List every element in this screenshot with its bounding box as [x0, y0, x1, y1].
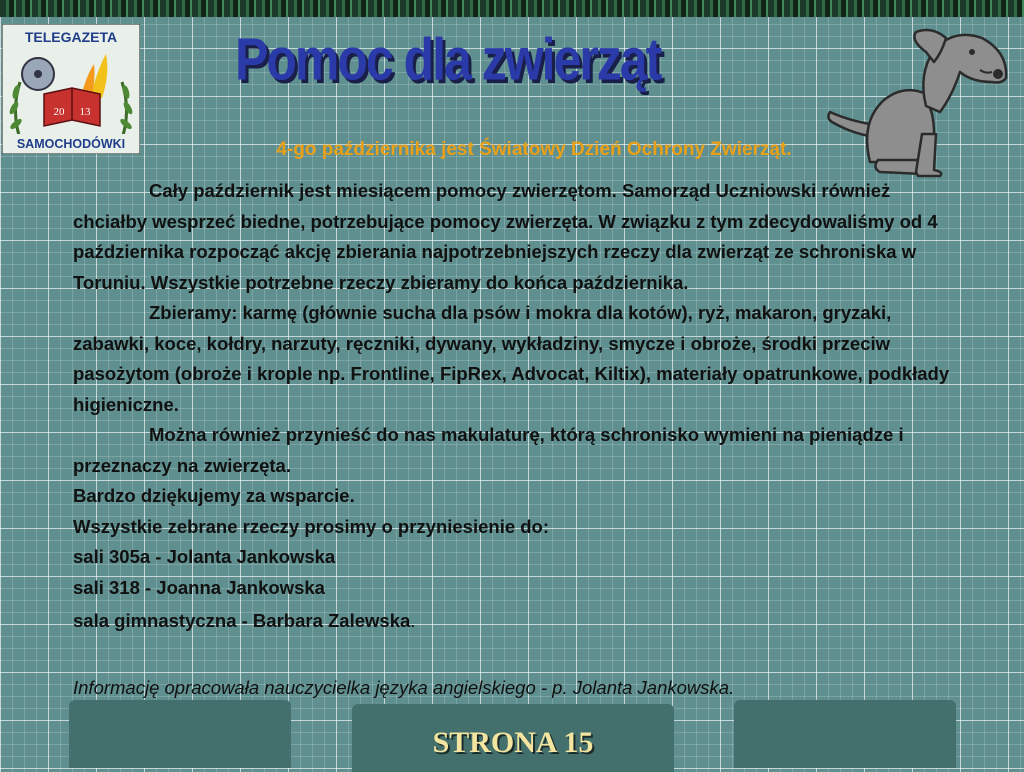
location-item: sali 305a - Jolanta Jankowska	[73, 546, 336, 567]
logo-bottom-text: SAMOCHODÓWKI	[16, 137, 126, 151]
paragraph: Cały październik jest miesiącem pomocy zwierzętom. Samorząd Uczniowski również chciałby wesprzeć biedne, potrzebujące pomocy zwierzęta. W związku z tym zdecydowaliśmy od 4 października rozpocząć akcję zbierania najpotrzebniejszych rzeczy dla zwierząt ze schroniska w Toruniu. Wszystkie potrzebne rzeczy zbieramy do końca października.	[73, 180, 938, 293]
footer-panel-left	[69, 700, 291, 768]
location-item: sali 318 - Joanna Jankowska	[73, 576, 325, 598]
logo-top-text: TELEGAZETA	[24, 29, 118, 45]
page-title: Pomoc dla zwierząt	[235, 26, 661, 93]
article-body	[73, 176, 953, 637]
footer-panel-right	[734, 700, 956, 768]
subtitle: 4-go października jest Światowy Dzień Ochrony Zwierząt.	[276, 139, 792, 160]
logo-year-right: 13	[79, 106, 91, 118]
author-note: Informację opracowała nauczycielka języka angielskiego - p. Jolanta Jankowska.	[73, 677, 735, 698]
thanks-line: Bardzo dziękujemy za wsparcie.	[73, 485, 355, 506]
telegazeta-logo	[2, 24, 140, 154]
paragraph: Można również przynieść do nas makulaturę, którą schronisko wymieni na pieniądze i przeznaczy na zwierzęta.	[73, 424, 904, 476]
location-item	[73, 606, 953, 637]
paragraph: Zbieramy: karmę (głównie sucha dla psów i mokra dla kotów), ryż, makaron, gryzaki, zabawki, koce, kołdry, narzuty, ręczniki, dywany, wykładziny, smycze i obroże, środki przeciw pasożytom (obroże i krople np. Frontline, FipRex, Advocat, Kiltix), materiały opatrunkowe, podkłady higieniczne.	[73, 302, 950, 415]
top-circuit-bar	[0, 0, 1024, 17]
logo-year-left: 20	[53, 106, 65, 118]
page-number-label: STRONA 15	[432, 726, 594, 759]
location-item-end: .	[410, 610, 416, 631]
location-item-text: sala gimnastyczna - Barbara Zalewska	[73, 610, 411, 631]
drop-off-intro: Wszystkie zebrane rzeczy prosimy o przyniesienie do:	[73, 515, 550, 537]
